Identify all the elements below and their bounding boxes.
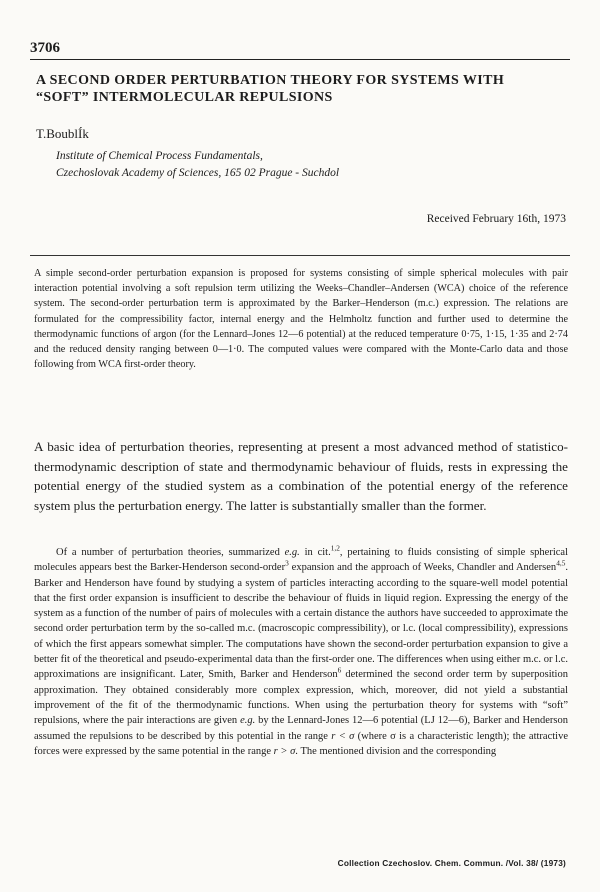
header-rule [30,59,570,60]
page-number: 3706 [30,40,60,56]
citation-3: 3 [285,558,289,568]
author-name: T.BoublÍk [36,126,89,141]
citation-4-5: 4,5 [556,558,566,568]
received-date: Received February 16th, 1973 [426,213,566,225]
body-text-7: (where σ is a characteristic length); the attractive forces were expressed by the same potential in the range [34,730,568,757]
affiliation-line-1: Institute of Chemical Process Fundamentals, [56,150,263,162]
math-r-greater-sigma: r > σ [273,745,296,757]
body-eg-2: e.g. [240,715,256,727]
body-text-8: . The mentioned division and the corresponding [295,745,497,757]
body-text-5: determined the second order term by superposition approximation. They obtained considerably more complex expression, which, moreover, did not yield a substantial improvement of the fit of the thermodynamic functions. When using the perturbation theory for systems with “soft” repulsions, where the pair interactions are given [34,669,568,727]
body-text-3: expansion and the approach of Weeks, Chandler and Andersen [288,562,557,574]
abstract-rule [30,255,570,256]
body-text-2: , pertaining to fluids consisting of simple spherical molecules appears best the Barker-Henderson second-order [34,547,568,574]
citation-1-2: 1,2 [330,543,340,553]
affiliation [56,148,536,182]
math-r-less-sigma: r < σ [331,730,355,742]
intro-paragraph: A basic idea of perturbation theories, representing at present a most advanced method of statistico-thermodynamic description of state and thermodynamic behaviour of fluids, rests in expressing the potential energy of the studied system as a combination of the potential energy of the reference system plus the perturbation energy. The latter is substantially smaller than the former. [34,439,568,513]
article-title: A SECOND ORDER PERTURBATION THEORY FOR SYSTEMS WITH “SOFT” INTERMOLECULAR REPULSIONS [36,73,505,105]
body-text-4: . Barker and Henderson have found by studying a system of particles interacting according to the square-well model potential that the first order expansion is insufficient to describe the behaviour of fluids in liquid region. Expressing the energy of the system as a function of the number of pairs of molecules with a certain distance the authors have succeeded to approximate the second order perturbation term by the so-called m.c. (macroscopic compressibility), or l.c. (local compressibility), expressions of which the first appears somewhat simpler. The computations have shown the second-order perturbation expansion to give a better fit of the theoretical and pseudo-experimental data than the first-order one. The differences when using either m.c. or l.c. approximations are insignificant. Later, Smith, Barker and Henderson [34,562,568,681]
journal-footer: Collection Czechoslov. Chem. Commun. /Vol. 38/ (1973) [337,858,566,868]
abstract: A simple second-order perturbation expansion is proposed for systems consisting of simple spherical molecules with pair interaction potential involving a soft repulsion term utilizing the Weeks–Chandler–Andersen (WCA) choice of the reference system. The second-order perturbation term is approximated by the Barker–Henderson (m.c.) expression. The relations are formulated for the compressibility factor, internal energy and the Helmholtz function and further used to determine the thermodynamic functions of argon (for the Lennard–Jones 12—6 potential) at the reduced temperature 0·75, 1·15, 1·35 and 2·74 and the reduced density ranging between 0—1·0. The computed values were compared with the Monte-Carlo data and those following from WCA first-order theory. [34,268,568,371]
body-text-6: by the Lennard-Jones 12—6 potential (LJ 12—6), Barker and Henderson assumed the repulsions to be described by this potential in the range [34,715,568,742]
body-paragraph [34,545,568,759]
body-text-1: Of a number of perturbation theories, summarized [56,547,285,558]
citation-6: 6 [337,665,342,675]
body-text-1b: in cit. [299,547,331,558]
affiliation-line-2: Czechoslovak Academy of Sciences, 165 02 Prague - Suchdol [56,167,340,179]
body-eg-1: e.g. [284,547,300,558]
